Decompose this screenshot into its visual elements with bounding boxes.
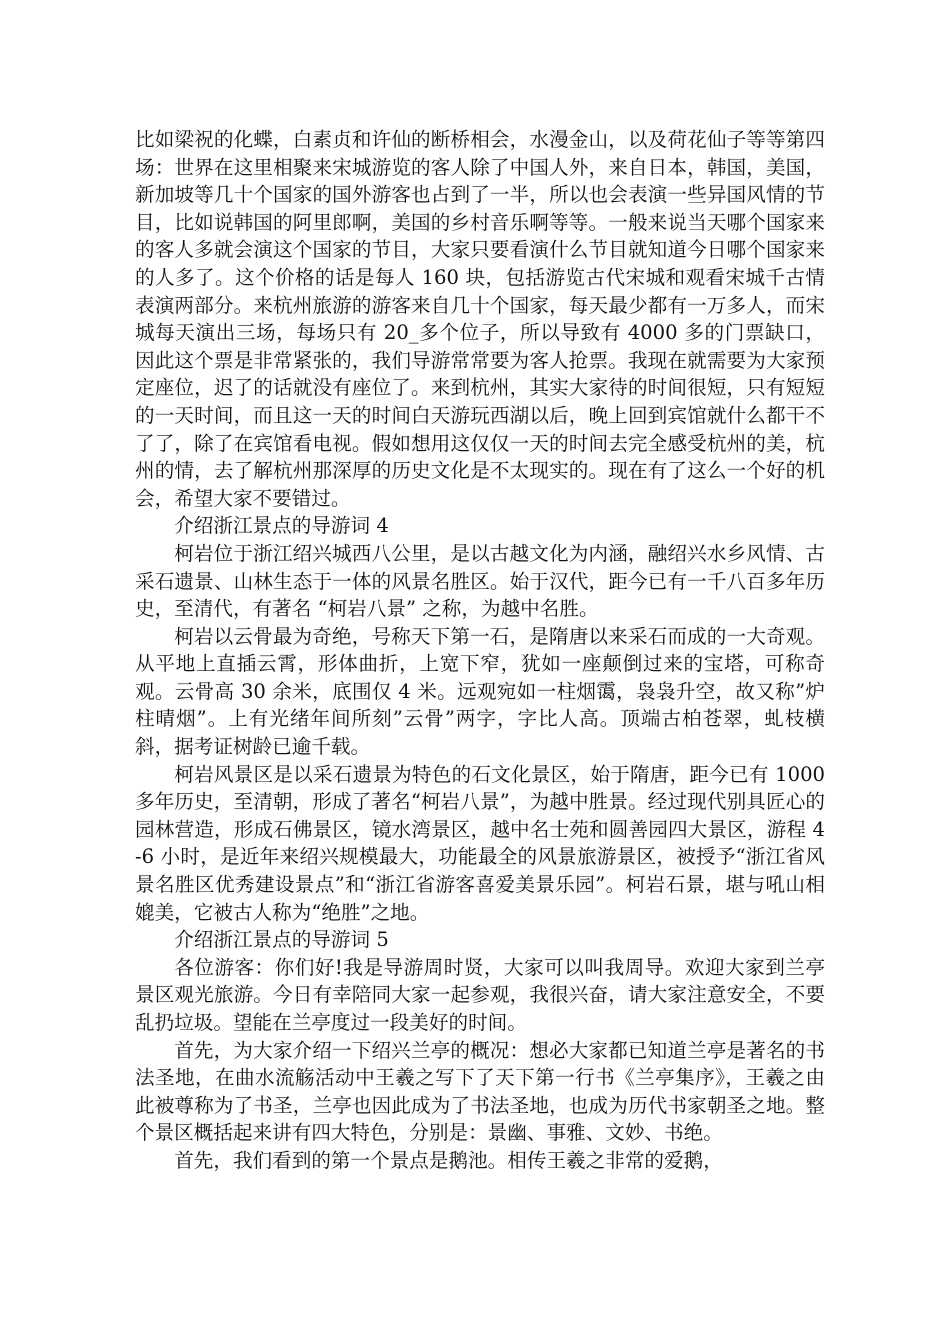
section-heading-4: 介绍浙江景点的导游词 4 [174, 514, 389, 538]
body-paragraph-1: 比如梁祝的化蝶，白素贞和许仙的断桥相会，水漫金山，以及荷花仙子等等第四场：世界在这里相聚来宋城游览的客人除了中国人外，来自日本，韩国，美国，新加坡等几十个国家的国外游客也占到了一半，所以也会表演一些异国风情的节目，比如说韩国的阿里郎啊，美国的乡村音乐啊等等。一般来说当天哪个国家来的客人多就会演这个国家的节目，大家只要看演什么节目就知道今日哪个国家来的人多了。这个价格的话是每人 160 块，包括游览古代宋城和观看宋城千古情表演两部分。来杭州旅游的游客来自几十个国家，每天最少都有一万多人，而宋城每天演出三场，每场只有 20_多个位子，所以导致有 4000 多的门票缺口，因此这个票是非常紧张的，我们导游常常要为客人抢票。我现在就需要为大家预定座位，迟了的话就没有座位了。来到杭州，其实大家待的时间很短，只有短短的一天时间，而且这一天的时间白天游玩西湖以后，晚上回到宾馆就什么都干不了了，除了在宾馆看电视。假如想用这仅仅一天的时间去完全感受杭州的美，杭州的情，去了解杭州那深厚的历史文化是不太现实的。现在有了这么一个好的机会，希望大家不要错过。 [135, 128, 825, 510]
body-paragraph-7: 首先，我们看到的第一个景点是鹅池。相传王羲之非常的爱鹅， [174, 1148, 723, 1172]
body-paragraph-2: 柯岩位于浙江绍兴城西八公里，是以古越文化为内涵，融绍兴水乡风情、古采石遗景、山林生态于一体的风景名胜区。始于汉代，距今已有一千八百多年历史，至清代，有著名 “柯岩八景” 之称，为越中名胜。 [135, 541, 825, 621]
body-paragraph-5: 各位游客：你们好!我是导游周时贤，大家可以叫我周导。欢迎大家到兰亭景区观光旅游。今日有幸陪同大家一起参观，我很兴奋，请大家注意安全，不要乱扔垃圾。望能在兰亭度过一段美好的时间。 [135, 955, 825, 1034]
body-paragraph-4: 柯岩风景区是以采石遗景为特色的石文化景区，始于隋唐，距今已有 1000 多年历史，至清朝，形成了著名“柯岩八景”，为越中胜景。经过现代别具匠心的园林营造，形成石佛景区，镜水湾景区，越中名士苑和圆善园四大景区，游程 4-6 小时，是近年来绍兴规模最大，功能最全的风景旅游景区，被授予“浙江省风景名胜区优秀建设景点”和“浙江省游客喜爱美景乐园”。柯岩石景，堪与吼山相媲美，它被古人称为“绝胜”之地。 [135, 762, 825, 924]
body-paragraph-3: 柯岩以云骨最为奇绝，号称天下第一石，是隋唐以来采石而成的一大奇观。从平地上直插云霄，形体曲折，上宽下窄，犹如一座颠倒过来的宝塔，可称奇观。云骨高 30 余米，底围仅 4 米。远观宛如一柱烟霭，袅袅升空，故又称”炉柱晴烟”。上有光绪年间所刻”云骨”两字，字比人高。顶端古柏苍翠，虬枝横斜，据考证树龄已逾千载。 [135, 624, 825, 759]
body-paragraph-6: 首先，为大家介绍一下绍兴兰亭的概况：想必大家都已知道兰亭是著名的书法圣地，在曲水流觞活动中王羲之写下了天下第一行书《兰亭集序》，王羲之由此被尊称为了书圣，兰亭也因此成为了书法圣地，也成为历代书家朝圣之地。整个景区概括起来讲有四大特色，分别是：景幽、事雅、文妙、书绝。 [135, 1038, 825, 1145]
section-heading-5: 介绍浙江景点的导游词 5 [174, 928, 389, 952]
document-page [135, 126, 825, 1175]
